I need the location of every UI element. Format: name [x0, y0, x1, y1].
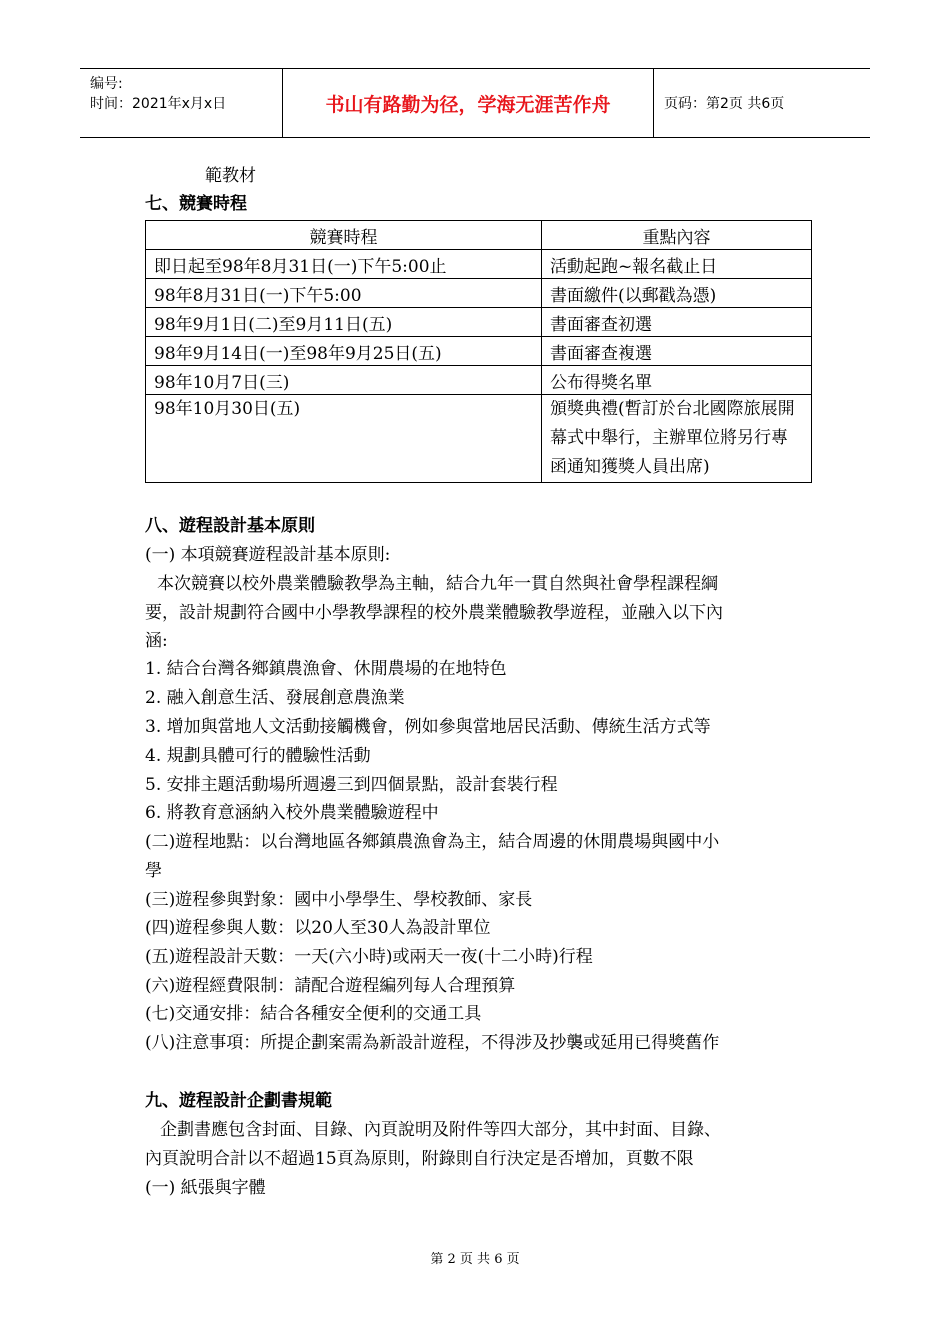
table-cell: 98年10月30日(五) [146, 395, 542, 483]
section8-item: (五)遊程設計天數：一天(六小時)或兩天一夜(十二小時)行程 [145, 947, 593, 967]
table-cell: 書面繳件(以郵戳為憑) [542, 279, 812, 308]
section8-item: (六)遊程經費限制：請配合遊程編列每人合理預算 [145, 976, 516, 996]
list-item: 4. 規劃具體可行的體驗性活動 [145, 746, 371, 766]
section8-item: (七)交通安排：結合各種安全便利的交通工具 [145, 1004, 482, 1024]
time-label: 时间：2021年x月x日 [90, 96, 227, 112]
section9-title: 九、遊程設計企劃書規範 [145, 1091, 332, 1111]
table-row [146, 366, 812, 395]
table-cell: 98年9月1日(二)至9月11日(五) [146, 308, 542, 337]
table-cell: 即日起至98年8月31日(一)下午5:00止 [146, 250, 542, 279]
section8-item: (二)遊程地點：以台灣地區各鄉鎮農漁會為主，結合周邊的休閒農場與國中小 [145, 832, 720, 852]
section8-item: (三)遊程參與對象：國中小學學生、學校教師、家長 [145, 890, 533, 910]
page-header [80, 68, 870, 138]
table-cell: 書面審查初選 [542, 308, 812, 337]
section8-title: 八、遊程設計基本原則 [145, 516, 315, 536]
intro-tail: 範教材 [205, 166, 256, 186]
section8-item: (八)注意事項：所提企劃案需為新設計遊程，不得涉及抄襲或延用已得獎舊作 [145, 1033, 720, 1053]
header-motto: 书山有路勤为径，学海无涯苦作舟 [283, 69, 654, 137]
section8-para-line: 本次競賽以校外農業體驗教學為主軸，結合九年一貫自然與社會學程課程綱 [157, 574, 718, 594]
section9-para-line: 企劃書應包含封面、目錄、內頁說明及附件等四大部分，其中封面、目錄、 [160, 1120, 721, 1140]
header-page-info: 页码：第2页 共6页 [664, 96, 785, 112]
section8-para-line: 要，設計規劃符合國中小學教學課程的校外農業體驗教學遊程，並融入以下內 [145, 603, 723, 623]
serial-label: 编号: [90, 76, 123, 92]
list-item: 2. 融入創意生活、發展創意農漁業 [145, 688, 405, 708]
table-header-cell: 重點內容 [542, 221, 812, 250]
table-cell: 書面審查複選 [542, 337, 812, 366]
table-header-cell: 競賽時程 [146, 221, 542, 250]
page-footer: 第 2 页 共 6 页 [430, 1252, 520, 1267]
table-row [146, 395, 812, 483]
section9-para-line: 內頁說明合計以不超過15頁為原則，附錄則自行決定是否增加，頁數不限 [145, 1149, 694, 1169]
section8-sub1: (一) 本項競賽遊程設計基本原則: [145, 545, 391, 565]
section7-title: 七、競賽時程 [145, 194, 247, 214]
table-cell: 98年9月14日(一)至98年9月25日(五) [146, 337, 542, 366]
schedule-table [145, 220, 812, 483]
table-cell: 活動起跑~報名截止日 [542, 250, 812, 279]
table-header-row [146, 221, 812, 250]
table-cell: 頒獎典禮(暫訂於台北國際旅展開幕式中舉行，主辦單位將另行專函通知獲獎人員出席) [542, 395, 812, 483]
table-row [146, 308, 812, 337]
table-row [146, 337, 812, 366]
section8-item: 學 [145, 861, 162, 881]
list-item: 6. 將教育意涵納入校外農業體驗遊程中 [145, 803, 439, 823]
list-item: 5. 安排主題活動場所週邊三到四個景點，設計套裝行程 [145, 775, 558, 795]
table-row [146, 250, 812, 279]
section9-sub1: (一) 紙張與字體 [145, 1178, 266, 1198]
table-row [146, 279, 812, 308]
section8-item: (四)遊程參與人數：以20人至30人為設計單位 [145, 918, 491, 938]
list-item: 1. 結合台灣各鄉鎮農漁會、休閒農場的在地特色 [145, 659, 507, 679]
table-cell: 98年8月31日(一)下午5:00 [146, 279, 542, 308]
section8-para-line: 涵: [145, 631, 168, 651]
list-item: 3. 增加與當地人文活動接觸機會，例如參與當地居民活動、傳統生活方式等 [145, 717, 711, 737]
table-cell: 公布得獎名單 [542, 366, 812, 395]
table-cell: 98年10月7日(三) [146, 366, 542, 395]
header-meta [80, 69, 283, 137]
